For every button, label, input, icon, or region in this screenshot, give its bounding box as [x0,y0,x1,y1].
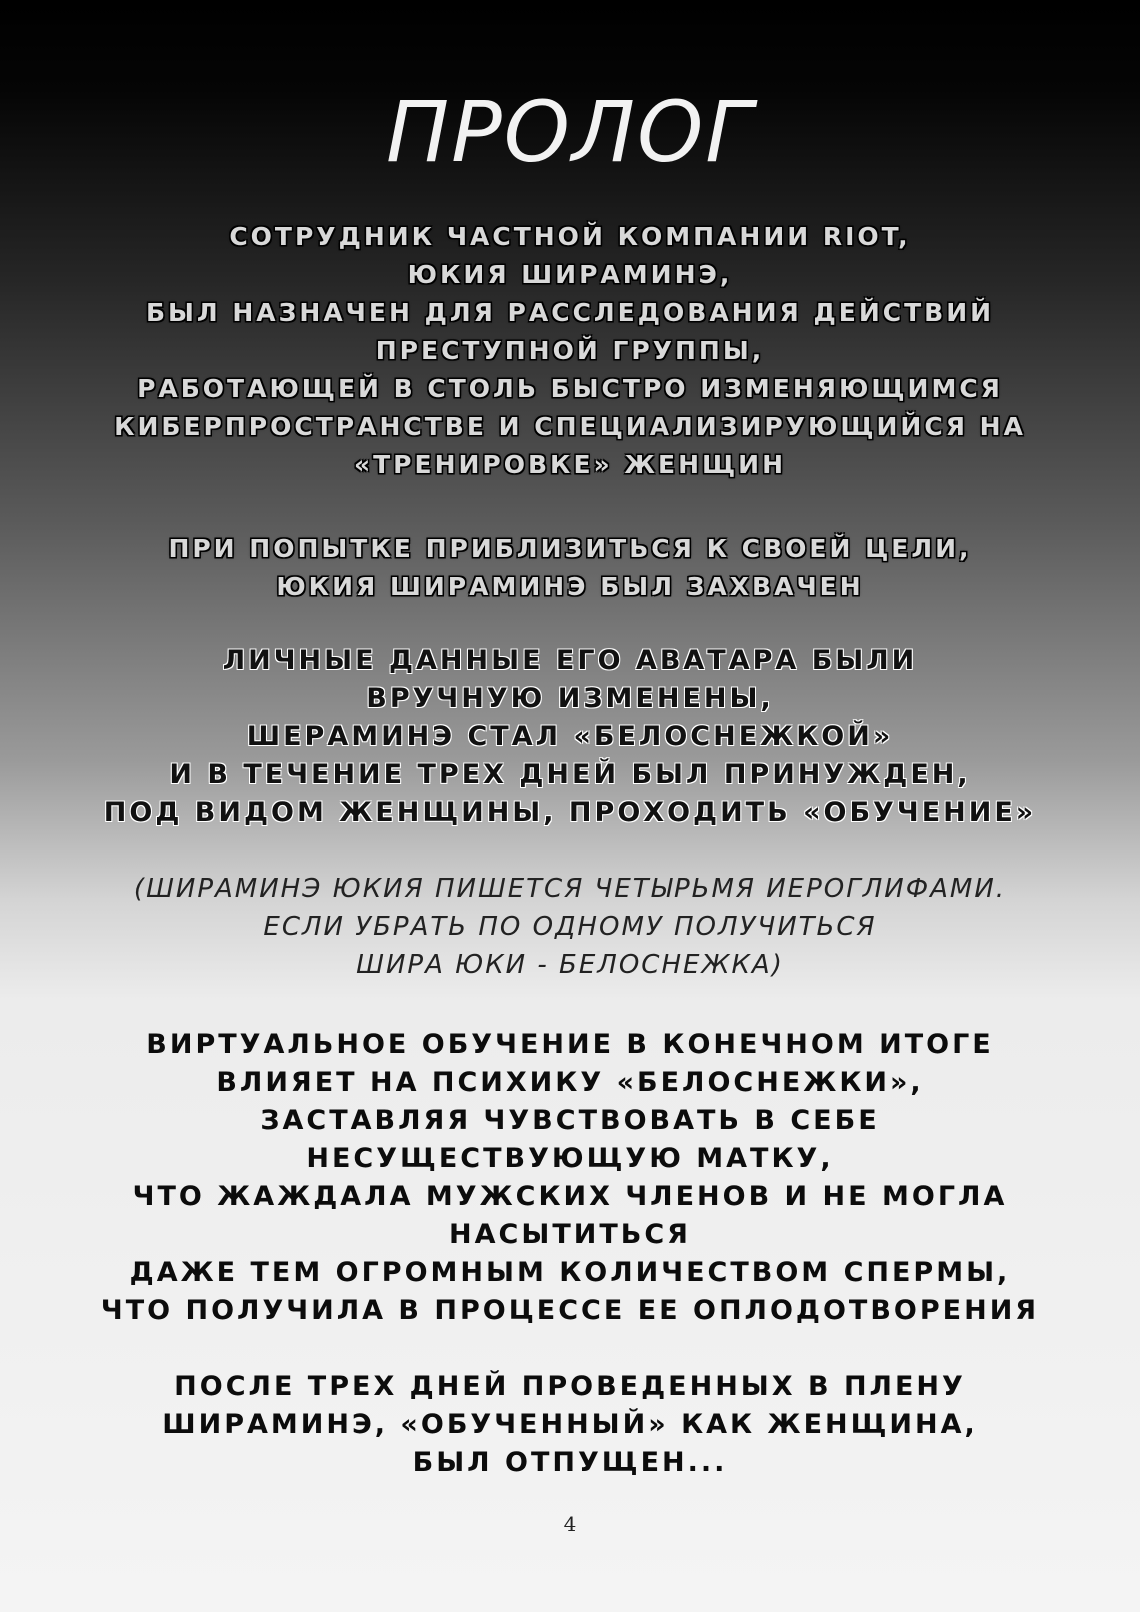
text-line: И В ТЕЧЕНИЕ ТРЕХ ДНЕЙ БЫЛ ПРИНУЖДЕН, [169,759,971,790]
text-line: (ШИРАМИНЭ ЮКИЯ ПИШЕТСЯ ЧЕТЫРЬМЯ ИЕРОГЛИФАМИ. [133,874,1007,904]
text-line: ДАЖЕ ТЕМ ОГРОМНЫМ КОЛИЧЕСТВОМ СПЕРМЫ, [129,1257,1011,1288]
text-line: ВРУЧНУЮ ИЗМЕНЕНЫ, [366,683,774,714]
text-line: ПОСЛЕ ТРЕХ ДНЕЙ ПРОВЕДЕННЫХ В ПЛЕНУ [174,1371,966,1402]
page-number: 4 [563,1512,577,1536]
text-line: ШИРАМИНЭ, «ОБУЧЕННЫЙ» КАК ЖЕНЩИНА, [162,1409,978,1440]
text-line: ЮКИЯ ШИРАМИНЭ БЫЛ ЗАХВАЧЕН [276,572,864,601]
text-line: БЫЛ НАЗНАЧЕН ДЛЯ РАССЛЕДОВАНИЯ ДЕЙСТВИЙ [145,298,995,327]
text-line: ЛИЧНЫЕ ДАННЫЕ ЕГО АВАТАРА БЫЛИ [222,645,918,676]
text-line: ПРИ ПОПЫТКЕ ПРИБЛИЗИТЬСЯ К СВОЕЙ ЦЕЛИ, [168,534,972,563]
text-line: ЗАСТАВЛЯЯ ЧУВСТВОВАТЬ В СЕБЕ [260,1105,880,1136]
text-line: ВИРТУАЛЬНОЕ ОБУЧЕНИЕ В КОНЕЧНОМ ИТОГЕ [146,1029,994,1060]
text-line: НЕСУЩЕСТВУЮЩУЮ МАТКУ, [306,1143,834,1174]
text-line: «ТРЕНИРОВКЕ» ЖЕНЩИН [353,450,787,479]
text-line: ШИРА ЮКИ - БЕЛОСНЕЖКА) [356,950,784,980]
text-line: ШЕРАМИНЭ СТАЛ «БЕЛОСНЕЖКОЙ» [246,721,894,752]
text-line: ЕСЛИ УБРАТЬ ПО ОДНОМУ ПОЛУЧИТЬСЯ [263,912,877,942]
text-line: ЧТО ЖАЖДАЛА МУЖСКИХ ЧЛЕНОВ И НЕ МОГЛА [132,1181,1008,1212]
text-line: НАСЫТИТЬСЯ [449,1219,691,1250]
text-line: ВЛИЯЕТ НА ПСИХИКУ «БЕЛОСНЕЖКИ», [216,1067,924,1098]
paragraph-capture [0,530,1140,606]
text-line: ЮКИЯ ШИРАМИНЭ, [407,260,733,289]
text-line: СОТРУДНИК ЧАСТНОЙ КОМПАНИИ RIOT, [229,222,911,251]
text-line: РАБОТАЮЩЕЙ В СТОЛЬ БЫСТРО ИЗМЕНЯЮЩИМСЯ [137,374,1003,403]
text-line: ЧТО ПОЛУЧИЛА В ПРОЦЕССЕ ЕЕ ОПЛОДОТВОРЕНИЯ [100,1295,1040,1326]
text-line: ПОД ВИДОМ ЖЕНЩИНЫ, ПРОХОДИТЬ «ОБУЧЕНИЕ» [103,797,1037,828]
text-line: КИБЕРПРОСТРАНСТВЕ И СПЕЦИАЛИЗИРУЮЩИЙСЯ НА [114,412,1026,441]
text-line: БЫЛ ОТПУЩЕН... [412,1447,728,1478]
paragraph-avatar [0,642,1140,832]
page-title: ПРОЛОГ [385,83,754,181]
paragraph-intro [0,218,1140,484]
paragraph-note [0,870,1140,984]
text-line: ПРЕСТУПНОЙ ГРУППЫ, [375,336,765,365]
paragraph-release [0,1368,1140,1482]
paragraph-training [0,1026,1140,1330]
